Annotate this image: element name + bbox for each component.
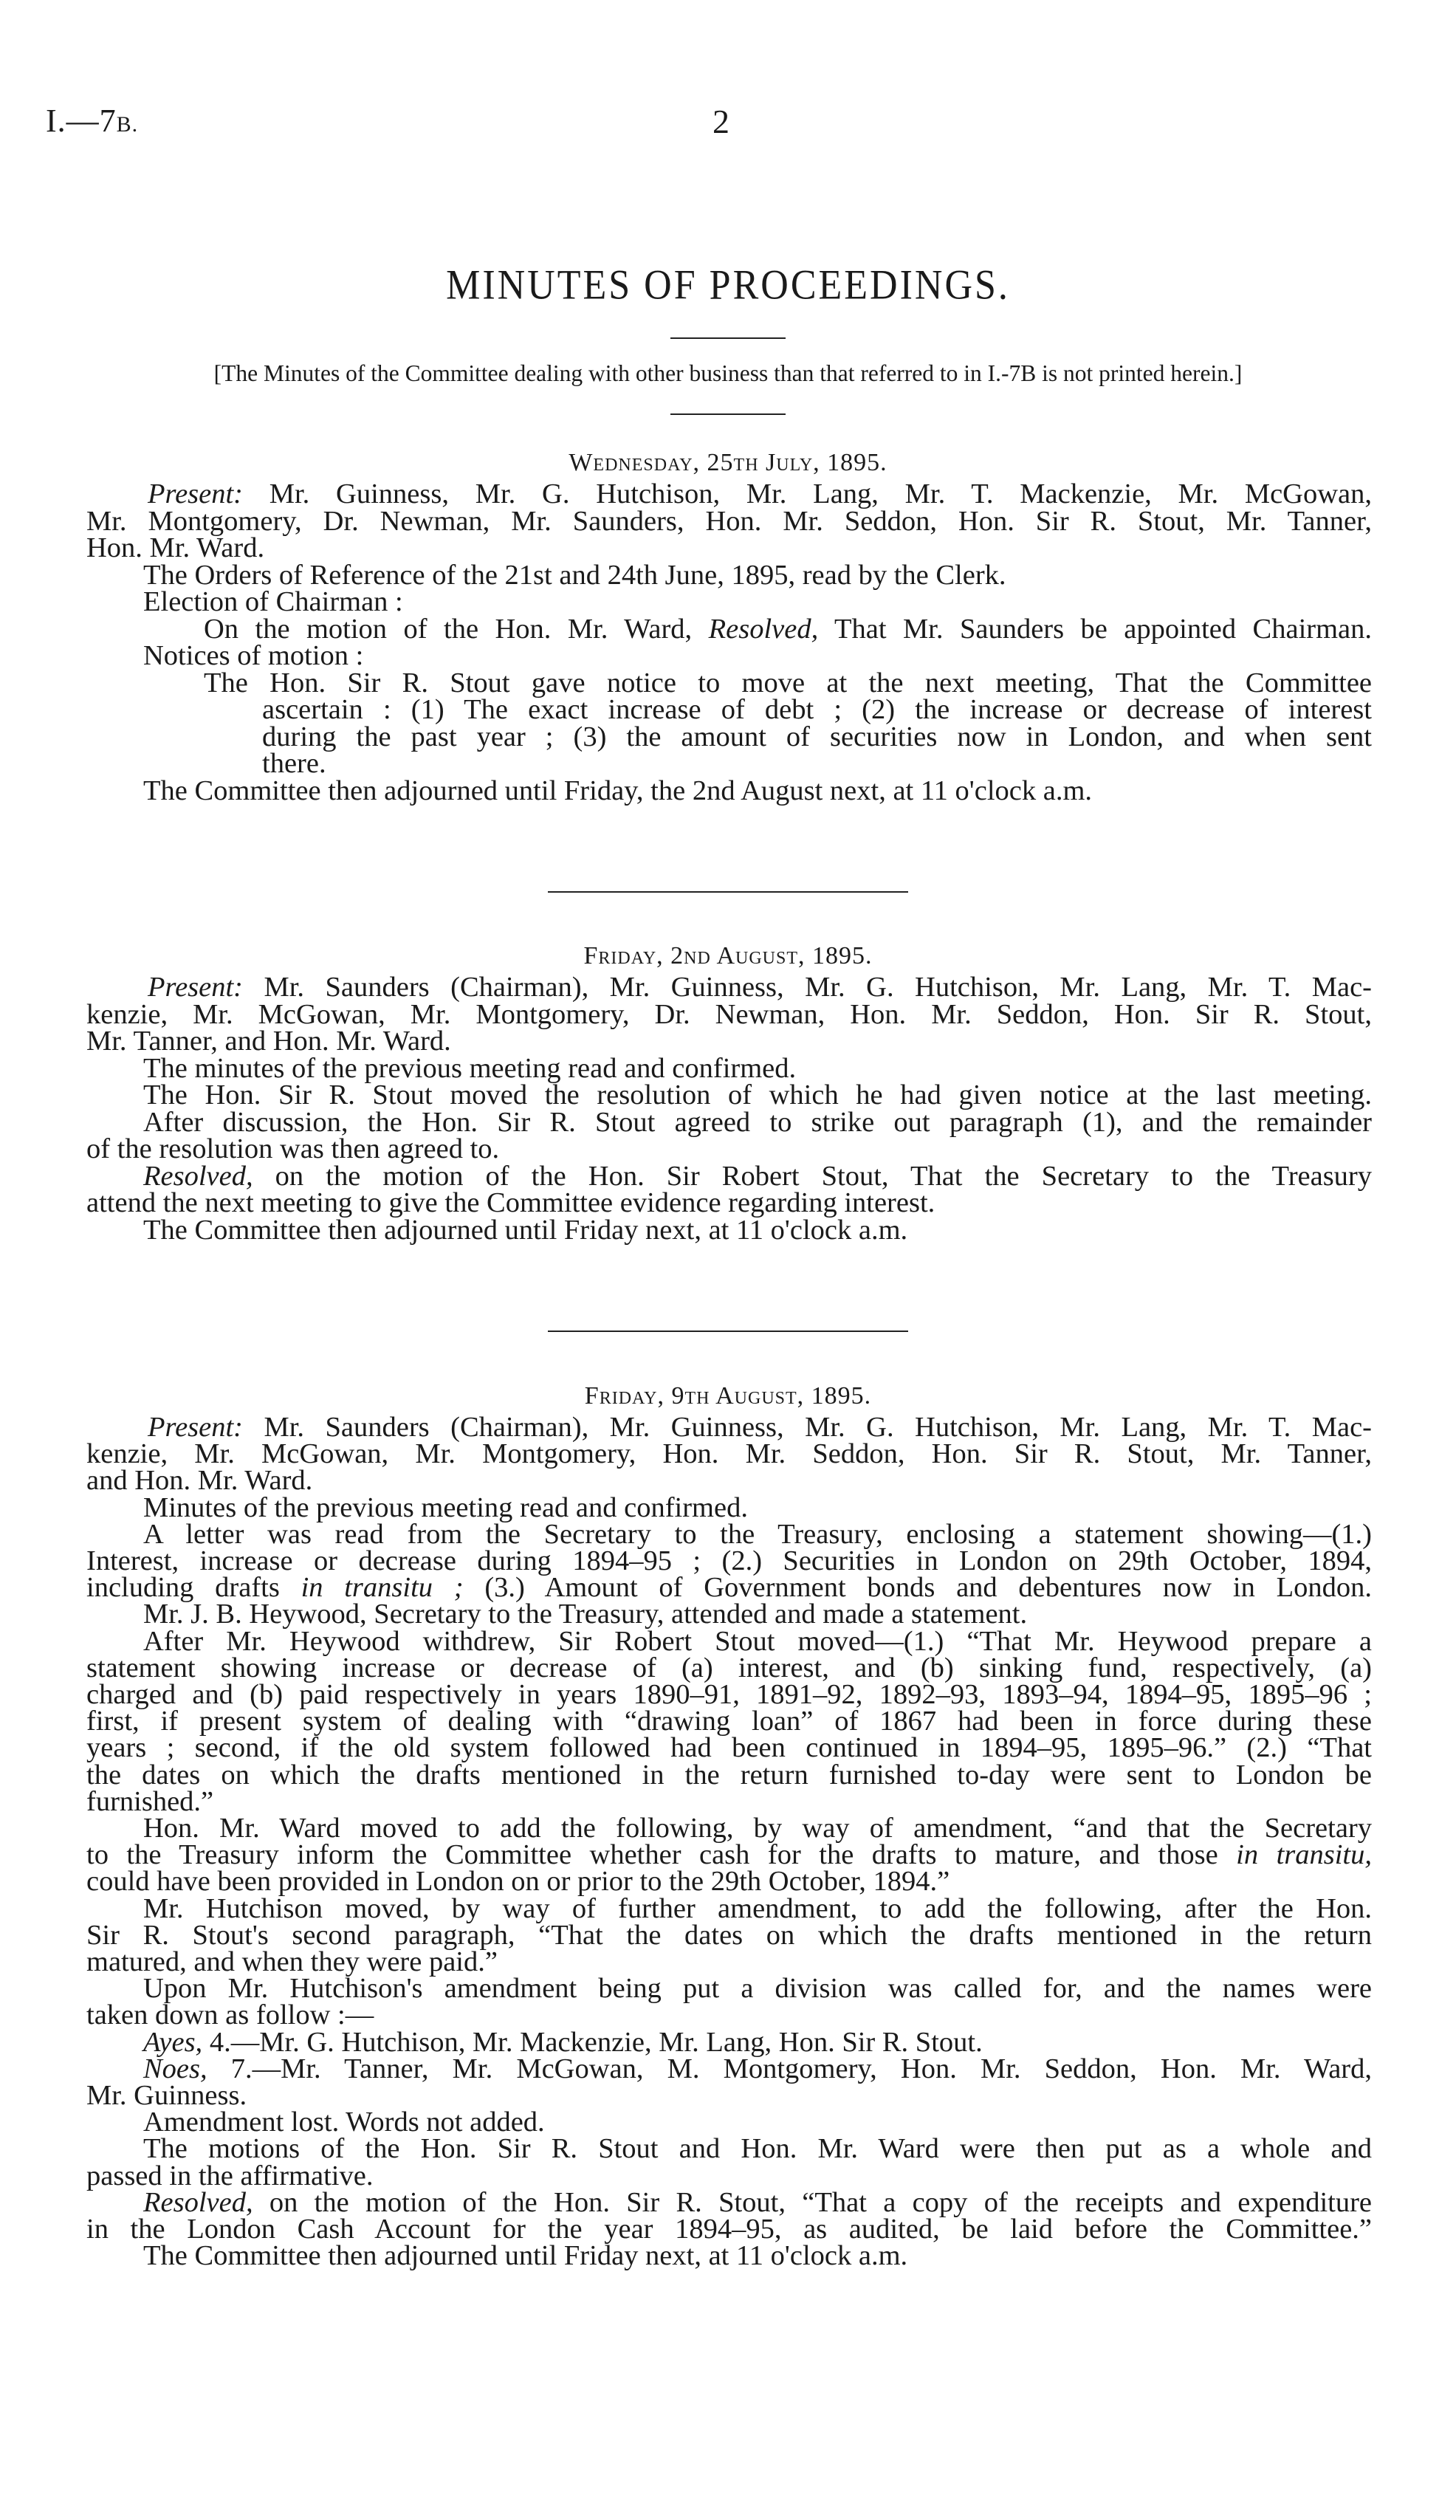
text-segment: Minutes of the previous meeting read and confirmed. bbox=[143, 1491, 748, 1523]
minutes-line bbox=[204, 615, 1372, 644]
minutes-line bbox=[86, 2081, 247, 2110]
minutes-line bbox=[143, 1081, 1372, 1110]
text-segment: on the motion of the Hon. Sir Robert Stout, That the Secretary to the Treasury bbox=[253, 1160, 1372, 1192]
minutes-line bbox=[143, 561, 1006, 590]
minutes-line bbox=[143, 1892, 1372, 1924]
minutes-line bbox=[86, 1189, 935, 1218]
minutes-line bbox=[143, 1814, 1372, 1843]
minutes-line bbox=[143, 642, 363, 670]
text-segment: ascertain : (1) The exact increase of debt ; (2) the increase or decrease of interest bbox=[262, 694, 1372, 725]
minutes-line bbox=[143, 2135, 1372, 2163]
italic-text: Present: bbox=[148, 1412, 243, 1443]
text-segment: The minutes of the previous meeting read and confirmed. bbox=[143, 1052, 797, 1084]
text-segment: matured, and when they were paid.” bbox=[86, 1946, 498, 1977]
text-segment: on the motion of the Hon. Sir R. Stout, “That a copy of the receipts and expenditure bbox=[253, 2186, 1372, 2218]
minutes-line bbox=[86, 2162, 373, 2191]
minutes-line bbox=[143, 2028, 983, 2057]
minutes-line bbox=[86, 1000, 1372, 1029]
text-segment: including drafts bbox=[86, 1572, 301, 1604]
minutes-line bbox=[86, 1734, 1372, 1762]
minutes-line bbox=[86, 1440, 1372, 1469]
note-divider bbox=[670, 413, 786, 415]
text-segment: A letter was read from the Secretary to the Treasury, enclosing a statement showing—(1.) bbox=[143, 1518, 1372, 1550]
minutes-line bbox=[86, 1867, 950, 1896]
text-segment: (3.) Amount of Government bonds and debentures now in London. bbox=[463, 1572, 1373, 1604]
text-segment: The Committee then adjourned until Friday, the 2nd August next, at 11 o'clock a.m. bbox=[143, 775, 1093, 806]
minutes-line bbox=[143, 1054, 796, 1083]
meeting-1-divider bbox=[548, 891, 908, 893]
title-divider bbox=[670, 337, 786, 339]
text-segment: Notices of motion : bbox=[143, 640, 364, 671]
minutes-line bbox=[86, 1841, 1372, 1870]
italic-text: in transitu, bbox=[1236, 1839, 1372, 1871]
text-segment: years ; second, if the old system followed had been continued in 1894–95, 1895–96.” (2.) “That bbox=[86, 1732, 1372, 1764]
text-segment: could have been provided in London on or prior to the 29th October, 1894.” bbox=[86, 1866, 950, 1898]
text-segment: 7.—Mr. Tanner, Mr. McGowan, M. Montgomery, Hon. Mr. Seddon, Hon. Mr. Ward, bbox=[207, 2053, 1372, 2084]
text-segment: Mr. J. B. Heywood, Secretary to the Treasury, attended and made a statement. bbox=[143, 1599, 1028, 1630]
minutes-line bbox=[148, 480, 1372, 509]
text-segment: Hon. Mr. Ward moved to add the following, by way of amendment, “and that the Secretary bbox=[143, 1813, 1372, 1844]
text-segment: Mr. Saunders (Chairman), Mr. Guinness, Mr. G. Hutchison, Mr. Lang, Mr. T. Mac- bbox=[243, 972, 1372, 1003]
meeting-2-divider bbox=[548, 1331, 908, 1332]
minutes-line bbox=[148, 1413, 1372, 1442]
text-segment: On the motion of the Hon. Mr. Ward, bbox=[204, 613, 709, 645]
text-segment: Mr. Hutchison moved, by way of further amendment, to add the following, after the Hon. bbox=[143, 1892, 1372, 1924]
minutes-line bbox=[143, 777, 1092, 806]
text-segment: statement showing increase or decrease of (a) interest, and (b) sinking fund, respectively, (a) bbox=[86, 1652, 1372, 1683]
parliamentary-paper-reference: I.—7B. bbox=[46, 103, 139, 139]
minutes-line bbox=[143, 2055, 1372, 2084]
text-segment: kenzie, Mr. McGowan, Mr. Montgomery, Dr. Newman, Hon. Mr. Seddon, Hon. Sir R. Stout, bbox=[86, 998, 1372, 1030]
text-segment: during the past year ; (3) the amount of securities now in London, and when sent bbox=[262, 721, 1372, 752]
minutes-line bbox=[86, 2001, 374, 2030]
meeting-3-date: Friday, 9th August, 1895. bbox=[584, 1382, 872, 1410]
text-segment: The Hon. Sir R. Stout moved the resolution of which he had given notice at the last meeting. bbox=[143, 1079, 1372, 1110]
minutes-line bbox=[86, 1948, 498, 1977]
page-title: MINUTES OF PROCEEDINGS. bbox=[446, 262, 1010, 309]
minutes-line bbox=[143, 1520, 1372, 1549]
minutes-line bbox=[143, 2108, 545, 2137]
text-segment: Election of Chairman : bbox=[143, 586, 403, 617]
minutes-line bbox=[86, 507, 1372, 536]
italic-text: Noes, bbox=[143, 2053, 207, 2084]
editorial-note: [The Minutes of the Committee dealing with other business than that referred to in I.-7B is not printed herein.] bbox=[213, 360, 1243, 386]
text-segment: Mr. Tanner, and Hon. Mr. Ward. bbox=[86, 1026, 451, 1057]
text-segment: Amendment lost. Words not added. bbox=[143, 2107, 545, 2138]
text-segment: Mr. Saunders (Chairman), Mr. Guinness, Mr. G. Hutchison, Mr. Lang, Mr. T. Mac- bbox=[243, 1412, 1372, 1443]
minutes-line bbox=[262, 723, 1372, 752]
minutes-line bbox=[143, 1216, 907, 1245]
text-segment: first, if present system of dealing with “drawing loan” of 1867 had been in force during these bbox=[86, 1706, 1372, 1737]
minutes-line bbox=[143, 2188, 1372, 2217]
minutes-line bbox=[86, 2215, 1372, 2244]
minutes-line bbox=[86, 1680, 1372, 1709]
page-number: 2 bbox=[712, 103, 729, 140]
minutes-line bbox=[143, 1627, 1372, 1656]
italic-text: Resolved, bbox=[708, 613, 819, 645]
text-segment: charged and (b) paid respectively in years 1890–91, 1891–92, 1892–93, 1893–94, 1894–95, 1895–96 ; bbox=[86, 1679, 1372, 1710]
text-segment: After Mr. Heywood withdrew, Sir Robert Stout moved—(1.) “That Mr. Heywood prepare a bbox=[143, 1625, 1372, 1657]
minutes-line bbox=[86, 1654, 1372, 1683]
text-segment: The Orders of Reference of the 21st and 24th June, 1895, read by the Clerk. bbox=[143, 559, 1006, 591]
meeting-2-date: Friday, 2nd August, 1895. bbox=[583, 942, 873, 969]
text-segment: Mr. Montgomery, Dr. Newman, Mr. Saunders, Hon. Mr. Seddon, Hon. Sir R. Stout, Mr. Tanner, bbox=[86, 505, 1372, 537]
minutes-line bbox=[86, 1135, 499, 1164]
minutes-line bbox=[143, 588, 403, 617]
italic-text: Present: bbox=[148, 478, 243, 509]
text-segment: of the resolution was then agreed to. bbox=[86, 1133, 500, 1164]
text-segment: Hon. Mr. Ward. bbox=[86, 532, 265, 563]
minutes-line bbox=[86, 1761, 1372, 1790]
text-segment: The Hon. Sir R. Stout gave notice to move at the next meeting, That the Committee bbox=[204, 667, 1372, 698]
text-segment: attend the next meeting to give the Committee evidence regarding interest. bbox=[86, 1187, 935, 1218]
text-segment: taken down as follow :— bbox=[86, 1999, 374, 2031]
text-segment: passed in the affirmative. bbox=[86, 2160, 374, 2191]
text-segment: to the Treasury inform the Committee whether cash for the drafts to mature, and those bbox=[86, 1839, 1237, 1871]
minutes-line bbox=[143, 1162, 1372, 1191]
italic-text: in transitu ; bbox=[301, 1572, 464, 1604]
text-segment: The Committee then adjourned until Friday next, at 11 o'clock a.m. bbox=[143, 1214, 908, 1246]
italic-text: Present: bbox=[148, 972, 243, 1003]
text-segment: Mr. Guinness, Mr. G. Hutchison, Mr. Lang, Mr. T. Mackenzie, Mr. McGowan, bbox=[243, 478, 1372, 509]
minutes-line bbox=[262, 749, 326, 778]
text-segment: kenzie, Mr. McGowan, Mr. Montgomery, Hon. Mr. Seddon, Hon. Sir R. Stout, Mr. Tanner, bbox=[86, 1438, 1372, 1470]
text-segment: and Hon. Mr. Ward. bbox=[86, 1465, 313, 1497]
minutes-line bbox=[86, 534, 264, 563]
minutes-line bbox=[86, 1785, 214, 1817]
text-segment: The Committee then adjourned until Friday next, at 11 o'clock a.m. bbox=[143, 2240, 908, 2272]
text-segment: The motions of the Hon. Sir R. Stout and Hon. Mr. Ward were then put as a whole and bbox=[143, 2133, 1372, 2165]
minutes-line bbox=[86, 1547, 1372, 1576]
text-segment: Mr. Guinness. bbox=[86, 2080, 247, 2111]
meeting-1-date: Wednesday, 25th July, 1895. bbox=[569, 449, 887, 476]
minutes-line bbox=[86, 1573, 1372, 1602]
text-segment: 4.—Mr. G. Hutchison, Mr. Mackenzie, Mr. Lang, Hon. Sir R. Stout. bbox=[202, 2026, 983, 2058]
minutes-line bbox=[143, 1491, 748, 1523]
minutes-line bbox=[143, 2242, 907, 2270]
text-segment: Upon Mr. Hutchison's amendment being put a division was called for, and the names were bbox=[143, 1973, 1372, 2005]
minutes-line bbox=[204, 669, 1372, 698]
text-segment: That Mr. Saunders be appointed Chairman. bbox=[818, 613, 1373, 645]
text-segment: the dates on which the drafts mentioned in the return furnished to-day were sent to London be bbox=[86, 1759, 1372, 1791]
minutes-line bbox=[86, 1027, 451, 1056]
minutes-line bbox=[143, 1108, 1372, 1137]
minutes-line bbox=[143, 1600, 1027, 1629]
text-segment: there. bbox=[262, 748, 326, 779]
minutes-line bbox=[86, 1466, 312, 1495]
text-segment: Interest, increase or decrease during 1894–95 ; (2.) Securities in London on 29th October, 1894, bbox=[86, 1545, 1372, 1576]
italic-text: Resolved, bbox=[143, 2186, 253, 2218]
minutes-line bbox=[262, 696, 1372, 724]
text-segment: in the London Cash Account for the year 1894–95, as audited, be laid before the Committee.” bbox=[86, 2214, 1372, 2245]
minutes-line bbox=[143, 1974, 1372, 2003]
text-segment: furnished.” bbox=[86, 1785, 214, 1817]
italic-text: Resolved, bbox=[143, 1160, 253, 1192]
text-segment: Sir R. Stout's second paragraph, “That the dates on which the drafts mentioned in the return bbox=[86, 1919, 1372, 1951]
minutes-line bbox=[148, 973, 1372, 1002]
italic-text: Ayes, bbox=[143, 2026, 203, 2058]
minutes-line bbox=[86, 1707, 1372, 1736]
minutes-line bbox=[86, 1921, 1372, 1950]
text-segment: After discussion, the Hon. Sir R. Stout agreed to strike out paragraph (1), and the remainder bbox=[143, 1106, 1372, 1138]
